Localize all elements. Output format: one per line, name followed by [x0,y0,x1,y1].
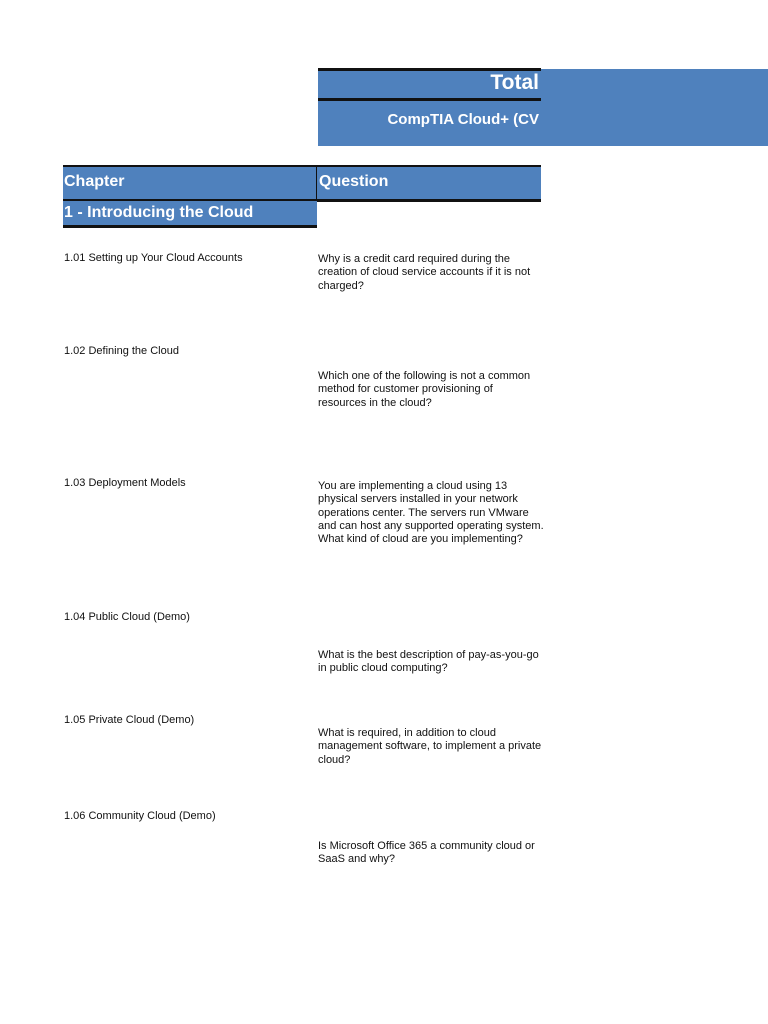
column-header-question: Question [319,173,389,190]
total-banner [318,69,768,146]
total-label: Total [490,71,539,94]
chapter-title-row [63,201,317,226]
question-cell: What is the best description of pay-as-you-go in public cloud computing? [318,649,539,675]
table-header-row [63,167,541,200]
question-cell: Is Microsoft Office 365 a community cloud or SaaS and why? [318,840,535,866]
question-cell: Why is a credit card required during the creation of cloud service accounts if it is not charged? [318,253,531,292]
question-cell: You are implementing a cloud using 13 physical servers installed in your network operations center. The servers run VMware and can host any supported operating system. What kind of cloud are you implementing? [318,480,544,546]
chapter-cell: 1.01 Setting up Your Cloud Accounts [64,252,243,264]
course-title: CompTIA Cloud+ (CV [387,111,539,128]
chapter-title: 1 - Introducing the Cloud [64,204,254,221]
chapter-cell: 1.04 Public Cloud (Demo) [64,611,190,623]
divider [318,98,541,101]
chapter-cell: 1.06 Community Cloud (Demo) [64,810,216,822]
divider [318,68,541,71]
question-cell: What is required, in addition to cloud management software, to implement a private cloud? [318,727,542,766]
chapter-cell: 1.02 Defining the Cloud [64,345,179,357]
divider [63,225,317,228]
chapter-cell: 1.05 Private Cloud (Demo) [64,714,195,726]
question-cell: Which one of the following is not a common method for customer provisioning of resources in the cloud? [318,370,531,409]
chapter-cell: 1.03 Deployment Models [64,477,186,489]
column-header-chapter: Chapter [64,173,125,190]
column-divider [316,167,317,200]
